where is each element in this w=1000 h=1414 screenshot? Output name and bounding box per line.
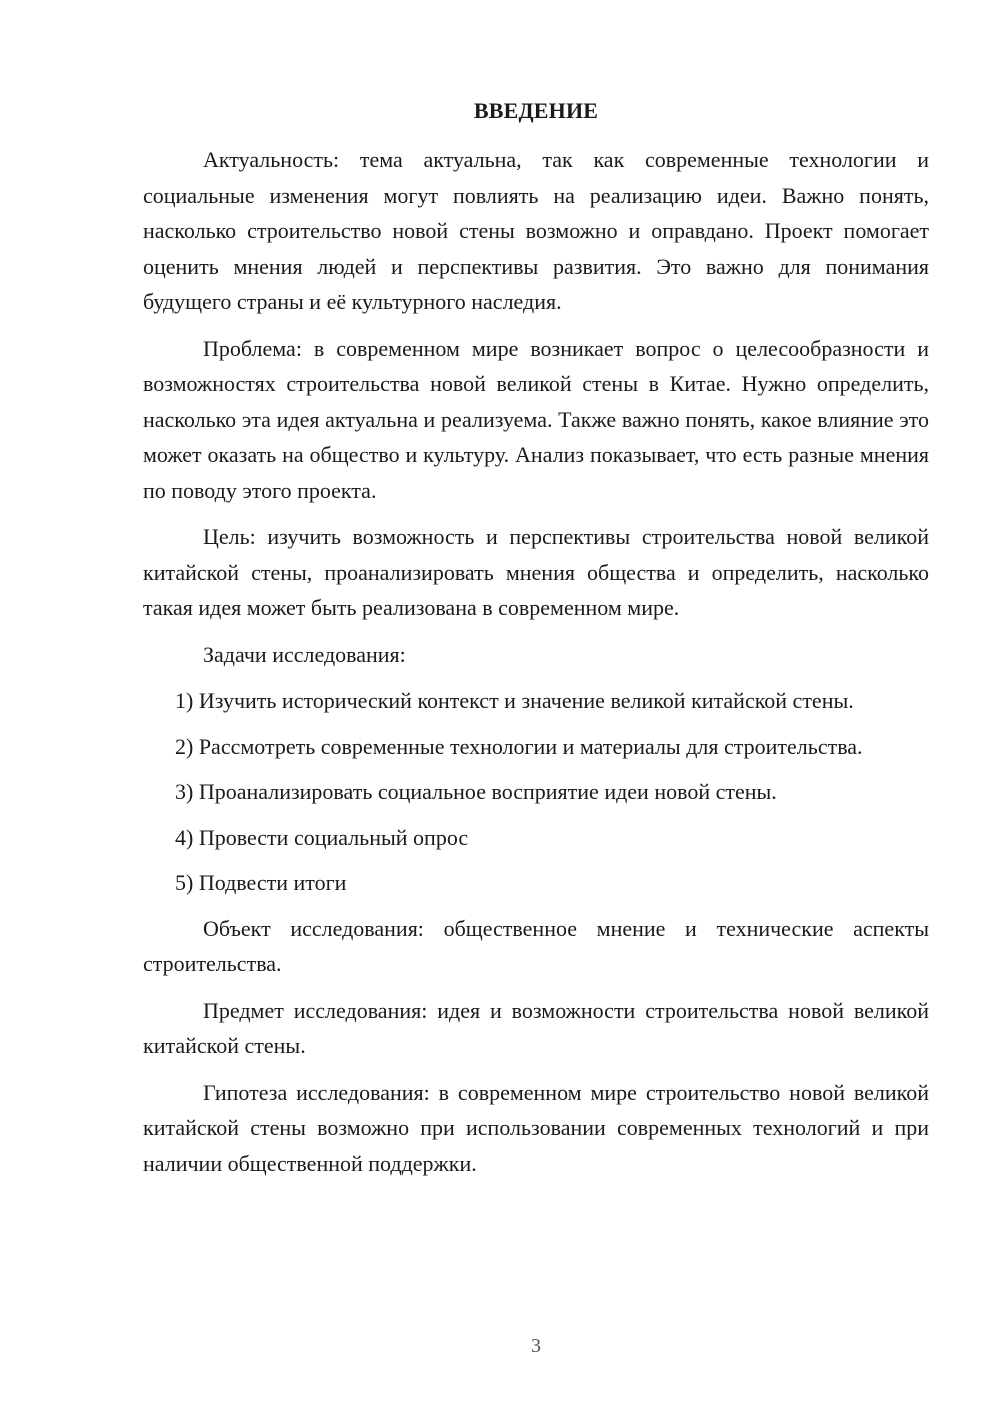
- subject-paragraph: Предмет исследования: идея и возможности строительства новой великой китайской стены.: [143, 997, 929, 1058]
- problem-paragraph: Проблема: в современном мире возникает вопрос о целесообразности и возможностях строительства новой великой стены в Китае. Нужно определить, насколько эта идея актуальна и реализуема. Также важно понять, какое влияние это может оказать на общество и культуру. Анализ показывает, что есть разные мнения по поводу этого проекта.: [143, 335, 929, 503]
- document-body: [143, 142, 929, 1192]
- relevance-paragraph: Актуальность: тема актуальна, так как современные технологии и социальные изменения могут повлиять на реализацию идеи. Важно понять, насколько строительство новой стены возможно и оправдано. Проект помогает оценить мнения людей и перспективы развития. Это важно для понимания будущего страны и её культурного наследия.: [143, 147, 929, 314]
- page-number: 3: [531, 1335, 541, 1357]
- section-heading: ВВЕДЕНИЕ: [473, 98, 599, 123]
- task-item-2: 2) Рассмотреть современные технологии и материалы для строительства.: [175, 733, 863, 759]
- object-paragraph: Объект исследования: общественное мнение и технические аспекты строительства.: [143, 915, 929, 976]
- task-item-4: 4) Провести социальный опрос: [175, 824, 469, 850]
- task-item-3: 3) Проанализировать социальное восприятие идеи новой стены.: [175, 779, 777, 804]
- task-item-1: 1) Изучить исторический контекст и значение великой китайской стены.: [175, 688, 854, 713]
- hypothesis-paragraph: Гипотеза исследования: в современном мире строительство новой великой китайской стены возможно при использовании современных технологий и при наличии общественной поддержки.: [143, 1079, 929, 1176]
- document-page: [143, 0, 929, 1414]
- goal-paragraph: Цель: изучить возможность и перспективы строительства новой великой китайской стены, проанализировать мнения общества и определить, насколько такая идея может быть реализована в современном мире.: [143, 524, 929, 620]
- task-item-5: 5) Подвести итоги: [175, 870, 347, 895]
- tasks-heading: Задачи исследования:: [203, 641, 406, 667]
